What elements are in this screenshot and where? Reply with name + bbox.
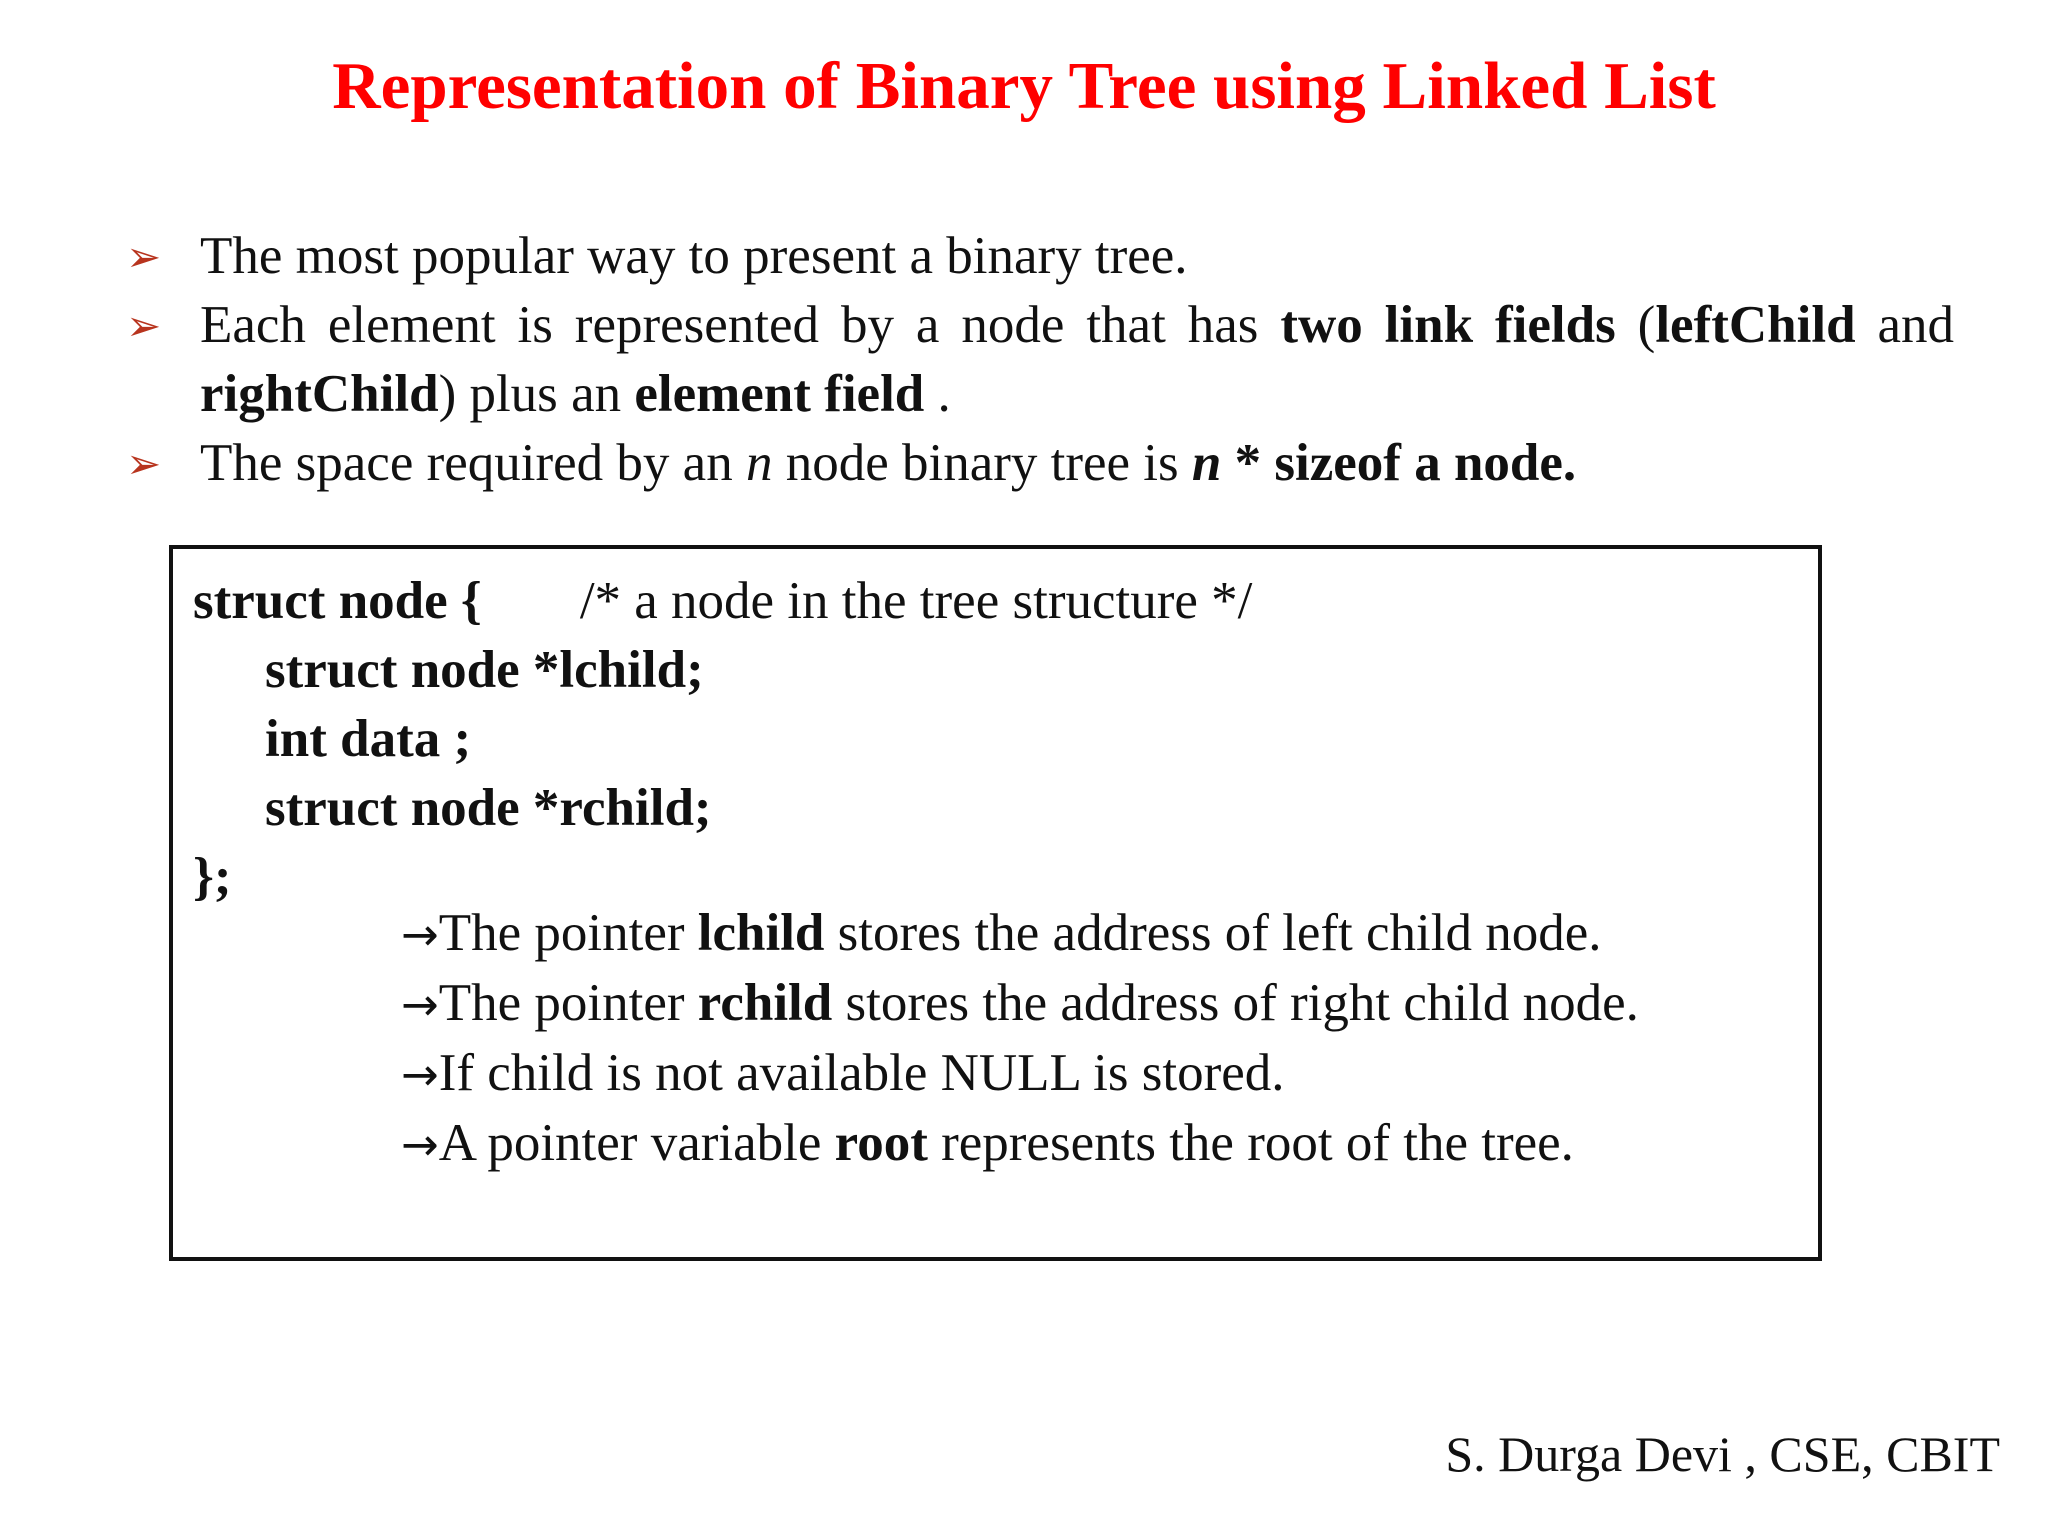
code-line: struct node *rchild; bbox=[265, 779, 712, 837]
code-line: int data ; bbox=[265, 710, 472, 768]
bullet-text: and bbox=[1855, 296, 1955, 354]
note-item-1 bbox=[401, 899, 1639, 969]
bullet-text: . bbox=[924, 365, 951, 423]
right-arrow-icon: → bbox=[401, 1048, 439, 1101]
note-text: A pointer variable bbox=[438, 1114, 835, 1172]
bullet-list bbox=[124, 222, 1954, 498]
note-bold-text: root bbox=[834, 1114, 928, 1172]
bullet-bold-italic-text: n bbox=[1191, 434, 1222, 492]
bullet-text: The space required by an bbox=[200, 434, 746, 492]
note-text: stores the address of left child node. bbox=[824, 904, 1602, 962]
footer-credit: S. Durga Devi , CSE, CBIT bbox=[1445, 1426, 2000, 1482]
bullet-item-2 bbox=[124, 291, 1954, 429]
code-text: struct node { bbox=[193, 572, 482, 630]
note-text: stores the address of right child node. bbox=[832, 974, 1639, 1032]
note-item-3 bbox=[401, 1039, 1639, 1109]
bullet-text: ( bbox=[1615, 296, 1656, 354]
bullet-arrow-icon: ➢ bbox=[126, 232, 162, 281]
code-comment: /* a node in the tree structure */ bbox=[579, 572, 1253, 630]
note-text: represents the root of the tree. bbox=[927, 1114, 1574, 1172]
bullet-text: Each element is represented by a node that has bbox=[200, 296, 1281, 354]
bullet-text: The most popular way to present a binary tree. bbox=[200, 227, 1188, 285]
bullet-bold-text: rightChild bbox=[200, 365, 439, 423]
code-box bbox=[169, 545, 1822, 1261]
note-bold-text: rchild bbox=[697, 974, 833, 1032]
right-arrow-icon: → bbox=[401, 1118, 439, 1171]
bullet-arrow-icon: ➢ bbox=[126, 439, 162, 488]
bullet-bold-text: element field bbox=[634, 365, 925, 423]
right-arrow-icon: → bbox=[401, 908, 439, 961]
note-item-2 bbox=[401, 969, 1639, 1039]
bullet-bold-text: two link fields bbox=[1280, 296, 1616, 354]
right-arrow-icon: → bbox=[401, 978, 439, 1031]
note-text: The pointer bbox=[438, 904, 698, 962]
slide-title: Representation of Binary Tree using Linked List bbox=[332, 49, 1716, 123]
bullet-item-3 bbox=[124, 429, 1954, 498]
note-text: If child is not available NULL is stored. bbox=[438, 1044, 1285, 1102]
bullet-text: node binary tree is bbox=[772, 434, 1192, 492]
note-item-4 bbox=[401, 1109, 1639, 1179]
code-line bbox=[193, 567, 1252, 636]
note-text: The pointer bbox=[438, 974, 698, 1032]
note-bold-text: lchild bbox=[697, 904, 825, 962]
bullet-italic-text: n bbox=[745, 434, 773, 492]
bullet-bold-text: leftChild bbox=[1655, 296, 1856, 354]
struct-code bbox=[193, 567, 1252, 912]
bullet-arrow-icon: ➢ bbox=[126, 301, 162, 350]
notes-list bbox=[401, 899, 1639, 1179]
code-line: }; bbox=[193, 848, 232, 906]
bullet-text: ) plus an bbox=[438, 365, 635, 423]
bullet-item-1 bbox=[124, 222, 1954, 291]
code-line: struct node *lchild; bbox=[265, 641, 704, 699]
bullet-bold-text: * sizeof a node. bbox=[1221, 434, 1577, 492]
